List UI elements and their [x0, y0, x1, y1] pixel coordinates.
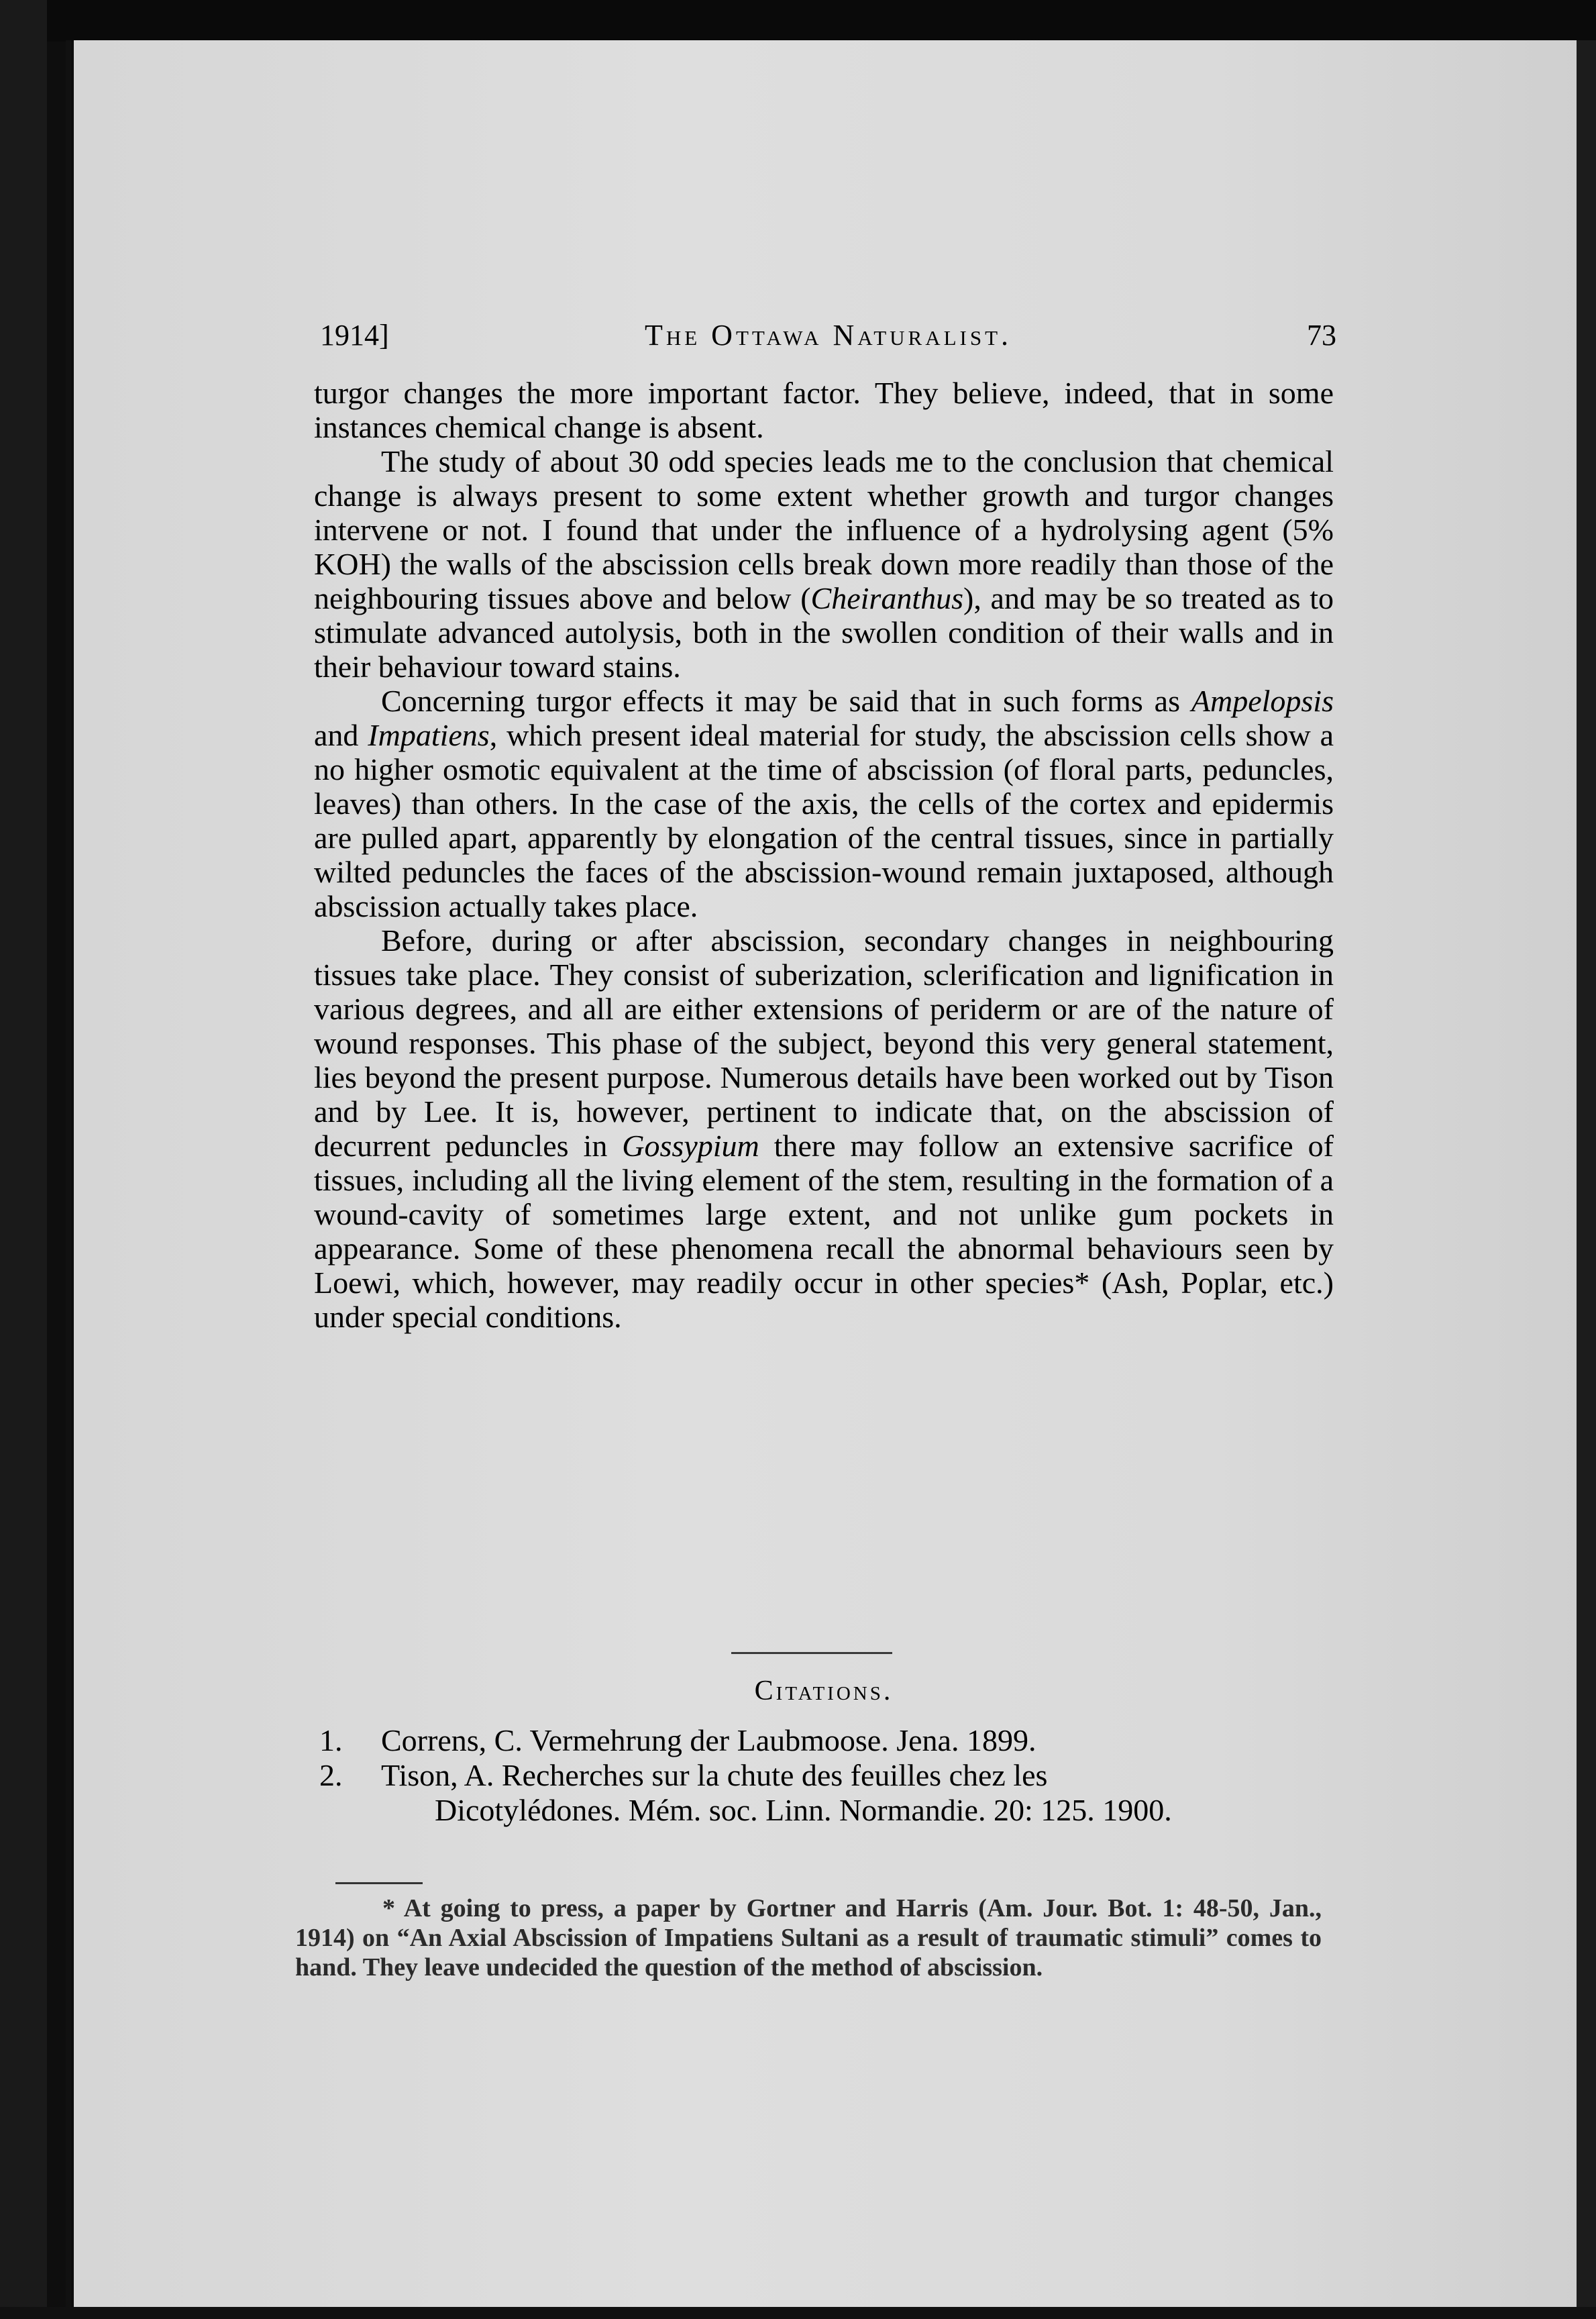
page-number: 73 — [1307, 319, 1336, 352]
scan-top-border — [0, 0, 1596, 42]
scan-left-border — [0, 0, 47, 2319]
italic-term: Cheiranthus — [810, 581, 964, 615]
body-paragraph — [314, 684, 1334, 923]
footnote — [295, 1894, 1322, 1982]
journal-title: The Ottawa Naturalist. — [644, 319, 1012, 352]
citation-item — [314, 1758, 1334, 1828]
text-run: ), and may be so treated as to stimulate advanced autolysis, both in the swollen condition of their walls and in their behaviour toward stains. — [314, 581, 1334, 684]
body-paragraph — [314, 376, 1334, 444]
text-run: and — [314, 718, 368, 752]
citation-number: 1. — [319, 1723, 343, 1757]
citations-heading: Citations. — [754, 1676, 894, 1706]
body-paragraph — [314, 444, 1334, 684]
footnote-rule — [335, 1882, 423, 1884]
text-run: The study of about 30 odd species leads me to the conclusion that chemical change is always present to some extent whether growth and turgor changes intervene or not. I found that under the influence of a hydrolysing agent (5% KOH) the walls of the abscission cells break down more readily than those of the neighbouring tissues above and below ( — [314, 444, 1334, 615]
section-divider — [731, 1652, 892, 1654]
italic-term: Gossypium — [622, 1129, 759, 1163]
binding-edge — [66, 40, 71, 2319]
text-run: there may follow an extensive sacrifice of tissues, including all the living element of the stem, resulting in the formation of a wound-cavity of sometimes large extent, and not unlike gum pockets in appearance. Some of these phenomena recall the abnormal behaviours seen by Loewi, which, however, may readily occur in other species* (Ash, Poplar, etc.) under special conditions. — [314, 1129, 1334, 1334]
text-run: turgor changes the more important factor. They believe, indeed, that in some instances chemical change is absent. — [314, 376, 1334, 444]
citation-item — [314, 1723, 1334, 1758]
citation-continuation: Dicotylédones. Mém. soc. Linn. Normandie. 20: 125. 1900. — [435, 1793, 1172, 1827]
text-run: , which present ideal material for study, the abscission cells show a no higher osmotic equivalent at the time of abscission (of floral parts, peduncles, leaves) than others. In the case of the axis, the cells of the cortex and epidermis are pulled apart, apparently by elongation of the central tissues, since in partially wilted peduncles the faces of the abscission-wound remain juxtaposed, although abscission actually takes place. — [314, 718, 1334, 923]
body-paragraph — [314, 923, 1334, 1334]
citation-text: Correns, C. Vermehrung der Laubmoose. Jena. 1899. — [381, 1723, 1036, 1757]
article-body — [314, 376, 1334, 1334]
italic-term: Ampelopsis — [1191, 684, 1334, 718]
scan-bottom-border — [0, 2307, 1596, 2319]
citation-text: Tison, A. Recherches sur la chute des feuilles chez les — [381, 1758, 1048, 1792]
footnote-text: * At going to press, a paper by Gortner and Harris (Am. Jour. Bot. 1: 48-50, Jan., 1914) on “An Axial Abscission of Impatiens Sultani as a result of traumatic stimuli” comes to hand. They leave undecided the question of the method of abscission. — [295, 1894, 1322, 1981]
running-header — [320, 314, 1336, 357]
citations-list — [314, 1723, 1334, 1828]
italic-term: Impatiens — [368, 718, 490, 752]
text-run: Before, during or after abscission, secondary changes in neighbouring tissues take place. They consist of suberization, sclerification and lignification in various degrees, and all are either extensions of periderm or are of the nature of wound responses. This phase of the subject, beyond this very general statement, lies beyond the present purpose. Numerous details have been worked out by Tison and by Lee. It is, however, pertinent to indicate that, on the abscission of decurrent peduncles in — [314, 923, 1334, 1163]
header-year: 1914] — [320, 319, 389, 352]
text-run: Concerning turgor effects it may be said that in such forms as — [381, 684, 1191, 718]
citation-number: 2. — [319, 1758, 343, 1792]
scan-right-border — [1577, 40, 1596, 2319]
